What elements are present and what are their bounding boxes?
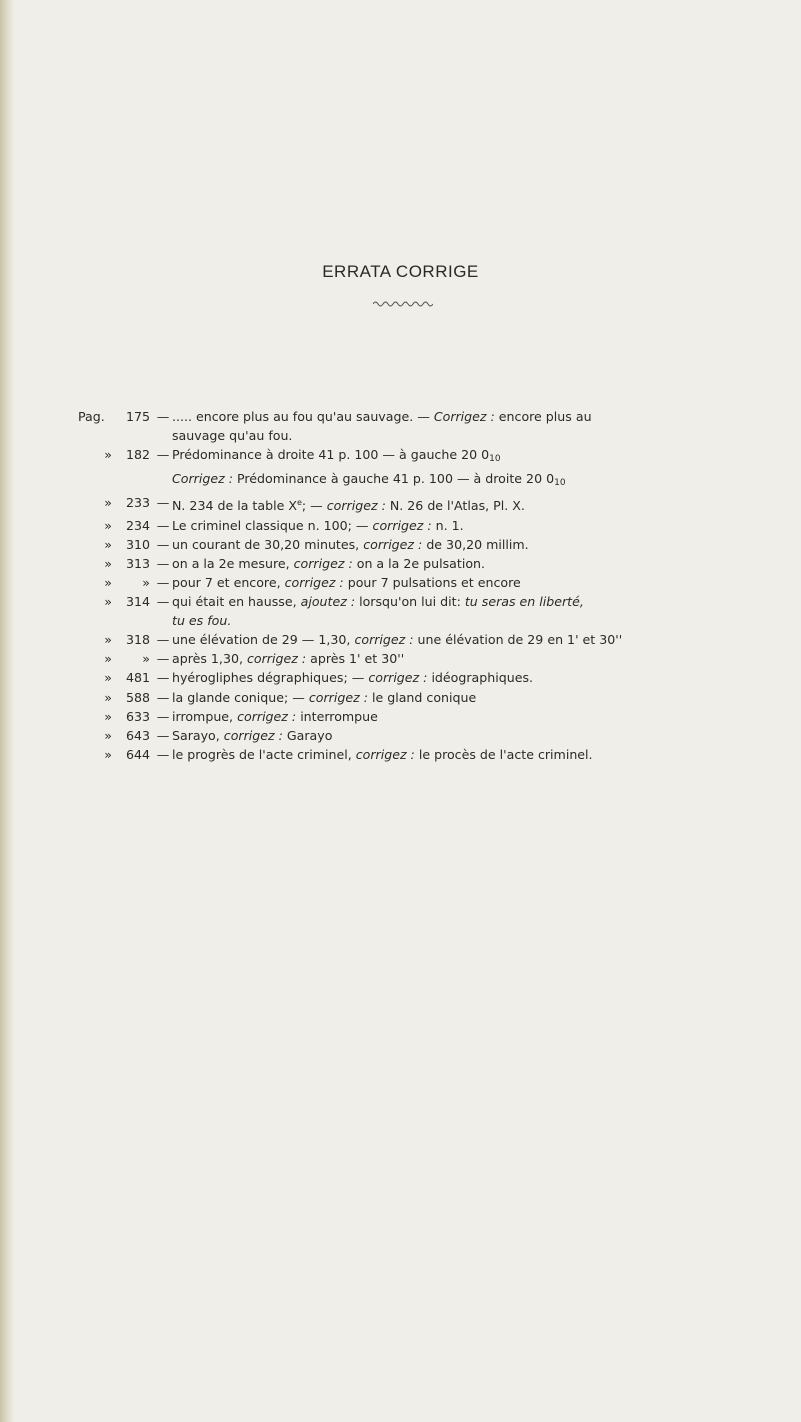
page-number: 233	[125, 495, 150, 511]
errata-entry: » 644 — le progrès de l'acte criminel, corrigez : le procès de l'acte criminel.	[78, 745, 778, 764]
page-number: 182	[125, 447, 150, 463]
errata-entry: » 314 — qui était en hausse, ajoutez : lorsqu'on lui dit: tu seras en liberté,	[78, 592, 778, 611]
errata-entry: » 633 — irrompue, corrigez : interrompue	[78, 707, 778, 726]
wavy-ornament-icon	[373, 299, 433, 307]
page-number: 175	[125, 409, 150, 424]
page-number: 633	[125, 708, 150, 724]
page-number: 313	[125, 555, 150, 571]
page-number: 314	[125, 594, 150, 610]
errata-entry: » 182 — Prédominance à droite 41 p. 100 — à gauche 20 $0_{10}$	[78, 445, 778, 469]
page-number: 643	[125, 727, 150, 743]
page-binding-edge	[0, 0, 14, 1422]
page-number: 644	[125, 746, 150, 762]
errata-continuation: sauvage qu'au fou.	[172, 428, 293, 444]
errata-entry: » » — pour 7 et encore, corrigez : pour 7 pulsations et encore	[78, 573, 778, 592]
page-number: 234	[125, 517, 150, 533]
page-number: 318	[125, 632, 150, 648]
errata-entry: » 481 — hyérogliphes dégraphiques; — corrigez : idéographiques.	[78, 668, 778, 687]
errata-entry: » 234 — Le criminel classique n. 100; — corrigez : n. 1.	[78, 516, 778, 535]
errata-entry: » 588 — la glande conique; — corrigez : le gland conique	[78, 688, 778, 707]
page-number: 310	[125, 536, 150, 552]
errata-entry: » 310 — un courant de 30,20 minutes, corrigez : de 30,20 millim.	[78, 535, 778, 554]
errata-entry: Pag. 175 — ..... encore plus au fou qu'au sauvage. — Corrigez : encore plus au	[78, 407, 778, 426]
page-title: ERRATA CORRIGE	[322, 262, 479, 281]
errata-continuation: tu es fou.	[172, 613, 232, 629]
pag-label: Pag.	[78, 409, 105, 424]
errata-entry: » 233 — N. 234 de la table Xe; — corrigez : N. 26 de l'Atlas, Pl. X.	[78, 493, 778, 515]
page-number: 481	[125, 670, 150, 686]
page-number: 588	[125, 689, 150, 705]
errata-list	[78, 407, 778, 764]
errata-entry: » » — après 1,30, corrigez : après 1' et 30''	[78, 649, 778, 668]
page-number: »	[142, 574, 150, 590]
errata-entry: » 313 — on a la 2e mesure, corrigez : on a la 2e pulsation.	[78, 554, 778, 573]
errata-continuation: Corrigez : Prédominance à gauche 41 p. 100 — à droite 20 $0_{10}$	[172, 471, 566, 489]
errata-entry: » 318 — une élévation de 29 — 1,30, corrigez : une élévation de 29 en 1' et 30''	[78, 630, 778, 649]
page-number: »	[142, 651, 150, 667]
errata-entry: » 643 — Sarayo, corrigez : Garayo	[78, 726, 778, 745]
